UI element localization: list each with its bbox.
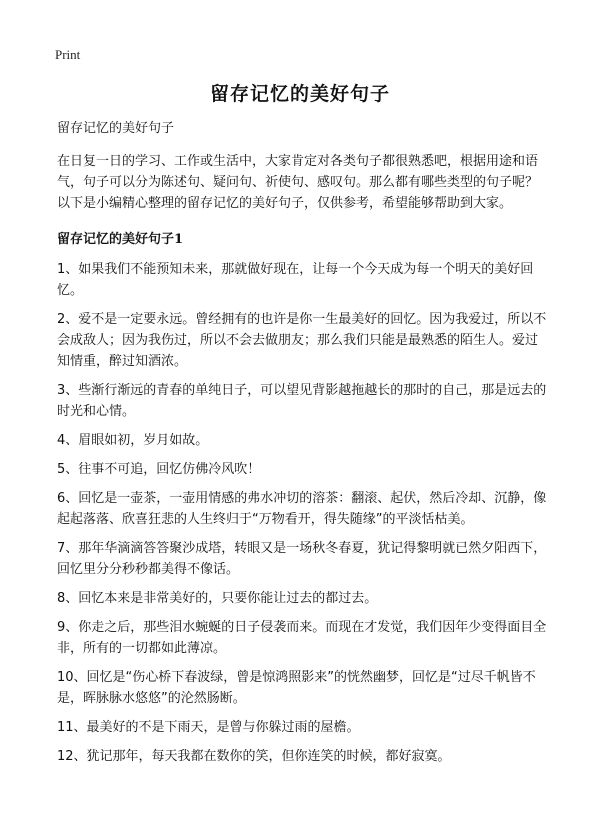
list-item: 11、最美好的不是下雨天，是曾与你躲过雨的屋檐。 [57, 720, 360, 735]
intro-paragraph: 在日复一日的学习、工作或生活中，大家肯定对各类句子都很熟悉吧，根据用途和语气，句子可以分为陈述句、疑问句、祈使句、感叹句。那么都有哪些类型的句子呢？以下是小编精心整理的留存记忆的美好句子，仅供参考，希望能够帮助到大家。 [57, 154, 539, 211]
list-item: 6、回忆是一壶茶，一壶用情感的弗水冲切的溶茶：翻滚、起伏，然后冷却、沉静，像起起落落、欣喜狂悲的人生终归于“万物看开，得失随缘”的平淡恬枯美。 [57, 491, 547, 527]
list-item: 5、往事不可追，回忆仿佛冷风吹！ [57, 462, 261, 477]
list-item: 9、你走之后，那些泪水蜿蜒的日子侵袭而来。而现在才发觉，我们因年少变得面目全非，所有的一切都如此薄凉。 [57, 620, 547, 656]
list-item: 8、回忆本来是非常美好的，只要你能让过去的都过去。 [57, 591, 378, 606]
list-item: 10、回忆是“伤心桥下春波绿，曾是惊鸿照影来”的恍然幽梦，回忆是“过尽千帆皆不是，晖脉脉水悠悠”的沦然肠断。 [57, 670, 536, 706]
document-subtitle: 留存记忆的美好句子 [57, 121, 175, 136]
list-item: 3、些渐行渐远的青春的单纯日子，可以望见背影越拖越长的那时的自己，那是远去的时光和心情。 [57, 383, 547, 419]
section-heading: 留存记忆的美好句子1 [57, 232, 184, 247]
print-link[interactable]: Print [55, 47, 81, 62]
list-item: 4、眉眼如初，岁月如故。 [57, 433, 209, 448]
list-item: 1、如果我们不能预知未来，那就做好现在，让每一个今天成为每一个明天的美好回忆。 [57, 262, 534, 298]
list-item: 2、爱不是一定要永远。曾经拥有的也许是你一生最美好的回忆。因为我爱过，所以不会成敌人；因为我伤过，所以不会去做朋友；那么我们只能是最熟悉的陌生人。爱过知情重，醉过知酒浓。 [57, 312, 547, 369]
list-item: 12、犹记那年，每天我都在数你的笑，但你连笑的时候，都好寂寞。 [57, 749, 451, 764]
document-title: 留存记忆的美好句子 [209, 83, 390, 105]
list-item: 7、那年华滴滴答答聚沙成塔，转眼又是一场秋冬春夏，犹记得黎明就已然夕阳西下，回忆里分分秒秒都美得不像话。 [57, 541, 547, 577]
document-body [57, 118, 547, 775]
